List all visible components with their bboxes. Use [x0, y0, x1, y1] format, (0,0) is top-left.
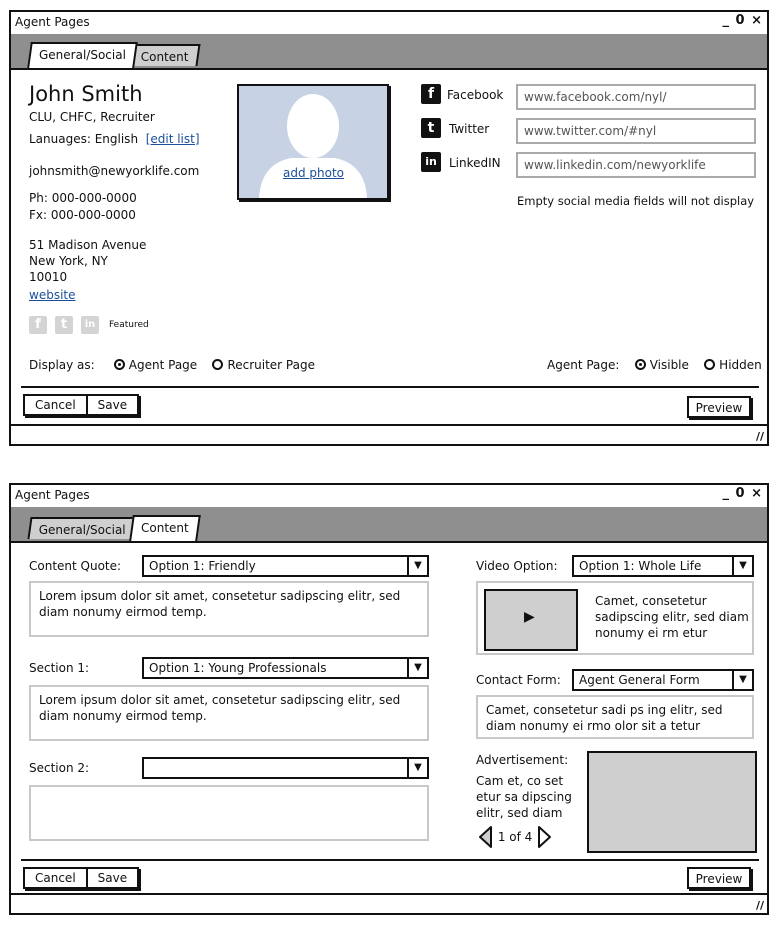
ad-pager: [476, 825, 554, 849]
twitter-icon: t: [421, 118, 441, 138]
content-quote-text[interactable]: Lorem ipsum dolor sit amet, consetetur sadipscing elitr, sed diam nonumy eirmod temp.: [29, 581, 429, 637]
agent-pages-window-content: [9, 483, 769, 915]
facebook-icon: f: [29, 316, 47, 334]
cancel-save-group: [23, 394, 139, 416]
facebook-icon: f: [421, 84, 441, 104]
preview-button[interactable]: Preview: [687, 867, 751, 889]
radio-hidden-label[interactable]: Hidden: [719, 358, 762, 372]
address-line2: New York, NY: [29, 254, 108, 268]
cancel-save-group: [23, 867, 139, 889]
section1-text[interactable]: Lorem ipsum dolor sit amet, consetetur sadipscing elitr, sed diam nonumy eirmod temp.: [29, 685, 429, 741]
content-panel: [11, 543, 767, 893]
section2-select[interactable]: [142, 757, 429, 779]
video-thumbnail[interactable]: [484, 589, 578, 651]
social-note: Empty social media fields will not display: [517, 194, 755, 208]
footer-divider: [21, 386, 759, 388]
address-line3: 10010: [29, 270, 68, 284]
advertisement-image: [587, 751, 757, 853]
facebook-label: Facebook: [447, 88, 504, 102]
section2-text[interactable]: [29, 785, 429, 841]
tab-strip: [11, 34, 767, 70]
contact-form-text[interactable]: Camet, consetetur sadi ps ing elitr, sed diam nonumy ei rmo olor sit a tetur: [476, 695, 754, 739]
window-controls[interactable]: _ 0 ×: [722, 486, 763, 501]
agent-page-visibility-row: [547, 358, 762, 372]
radio-recruiter-page[interactable]: [212, 359, 223, 370]
address-line1: 51 Madison Avenue: [29, 238, 147, 252]
general-social-panel: [11, 70, 767, 424]
resize-grip-icon[interactable]: //: [755, 430, 764, 443]
radio-recruiter-page-label[interactable]: Recruiter Page: [227, 358, 315, 372]
tab-content[interactable]: Content: [129, 44, 200, 66]
twitter-url-input[interactable]: www.twitter.com/#nyl: [516, 118, 756, 144]
facebook-url-input[interactable]: www.facebook.com/nyl/: [516, 84, 756, 110]
languages-label: Lanuages: English: [29, 132, 139, 146]
resize-grip-icon[interactable]: //: [755, 899, 764, 912]
person-silhouette-icon: [239, 86, 387, 198]
play-icon[interactable]: ▶: [524, 609, 535, 625]
agent-phone: Ph: 000-000-0000: [29, 191, 137, 205]
linkedin-icon: in: [421, 152, 441, 172]
tab-strip: [11, 507, 767, 543]
window-title: Agent Pages: [15, 488, 90, 502]
content-quote-value: Option 1: Friendly: [149, 559, 256, 573]
edit-list-link[interactable]: [edit list]: [145, 132, 200, 146]
pager-text: 1 of 4: [497, 830, 533, 844]
tab-general-social[interactable]: General/Social: [27, 517, 137, 539]
radio-visible[interactable]: [635, 359, 646, 370]
preview-button[interactable]: Preview: [687, 396, 751, 418]
linkedin-icon: in: [81, 316, 99, 334]
chevron-down-icon[interactable]: ▼: [407, 759, 427, 777]
video-option-value: Option 1: Whole Life: [579, 559, 702, 573]
agent-pages-window-general: [9, 10, 769, 446]
contact-form-select[interactable]: [572, 669, 754, 691]
window-title: Agent Pages: [15, 15, 90, 29]
section1-select[interactable]: [142, 657, 429, 679]
video-description: Camet, consetetur sadipscing elitr, sed diam nonumy ei rm etur: [595, 594, 749, 640]
status-bar: [11, 893, 767, 913]
title-bar: [11, 12, 767, 36]
radio-hidden[interactable]: [704, 359, 715, 370]
title-bar: [11, 485, 767, 509]
profile-photo-placeholder[interactable]: [237, 84, 389, 200]
save-button[interactable]: Save: [86, 869, 137, 887]
chevron-right-icon[interactable]: [536, 825, 554, 849]
chevron-down-icon[interactable]: ▼: [407, 557, 427, 575]
content-quote-label: Content Quote:: [29, 559, 122, 573]
save-button[interactable]: Save: [86, 396, 137, 414]
window-controls[interactable]: _ 0 ×: [722, 13, 763, 28]
display-as-row: [29, 358, 315, 372]
agent-fax: Fx: 000-000-0000: [29, 208, 136, 222]
contact-form-label: Contact Form:: [476, 673, 561, 687]
agent-name: John Smith: [29, 82, 143, 106]
chevron-down-icon[interactable]: ▼: [407, 659, 427, 677]
footer-divider: [21, 859, 759, 861]
advertisement-text: Cam et, co set etur sa dipscing elitr, sed diam: [476, 774, 572, 820]
status-bar: [11, 424, 767, 444]
linkedin-url-input[interactable]: www.linkedin.com/newyorklife: [516, 152, 756, 178]
video-option-label: Video Option:: [476, 559, 558, 573]
chevron-down-icon[interactable]: ▼: [732, 557, 752, 575]
section1-label: Section 1:: [29, 661, 90, 675]
languages-row: [29, 132, 200, 146]
cancel-button[interactable]: Cancel: [35, 871, 76, 885]
radio-agent-page-label[interactable]: Agent Page: [128, 358, 198, 372]
display-as-label: Display as:: [29, 358, 95, 372]
twitter-icon: t: [55, 316, 73, 334]
agent-email: johnsmith@newyorklife.com: [29, 164, 200, 178]
cancel-button[interactable]: Cancel: [35, 398, 76, 412]
radio-visible-label[interactable]: Visible: [649, 358, 689, 372]
linkedin-label: LinkedIN: [449, 156, 501, 170]
section2-label: Section 2:: [29, 761, 90, 775]
add-photo-link[interactable]: add photo: [283, 166, 345, 180]
content-quote-select[interactable]: [142, 555, 429, 577]
featured-label: Featured: [109, 320, 149, 330]
contact-form-value: Agent General Form: [579, 673, 700, 687]
radio-agent-page[interactable]: [114, 359, 125, 370]
tab-general-social[interactable]: General/Social: [27, 42, 138, 68]
agent-credentials: CLU, CHFC, Recruiter: [29, 110, 155, 124]
chevron-left-icon[interactable]: [476, 825, 494, 849]
agent-page-label: Agent Page:: [547, 358, 620, 372]
tab-content[interactable]: Content: [129, 515, 200, 541]
website-link[interactable]: website: [29, 288, 76, 302]
chevron-down-icon[interactable]: ▼: [732, 671, 752, 689]
video-option-select[interactable]: [572, 555, 754, 577]
twitter-label: Twitter: [449, 122, 490, 136]
section1-value: Option 1: Young Professionals: [149, 661, 327, 675]
advertisement-label: Advertisement:: [476, 753, 569, 767]
